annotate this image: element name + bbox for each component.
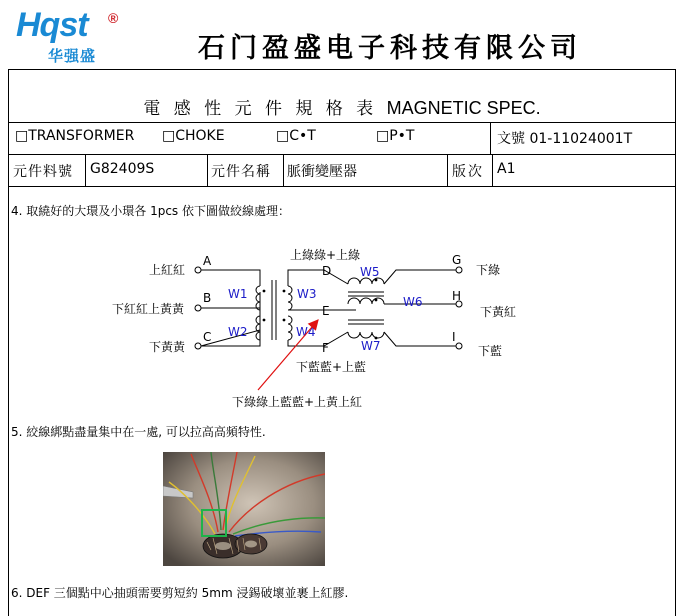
pin-d-label: D xyxy=(322,264,332,278)
label-left-b: 下紅紅上黃黃 xyxy=(112,302,185,316)
pin-e-label: E xyxy=(322,304,330,318)
label-arrow-note: 下綠綠上藍藍+上黃上紅 xyxy=(232,395,363,409)
pin-i-terminal xyxy=(456,343,462,349)
pin-a-terminal xyxy=(195,267,201,273)
label-left-a: 上紅紅 xyxy=(149,263,186,277)
logo-brand: Hqst xyxy=(16,6,88,44)
logo-chinese-name: 华强盛 xyxy=(48,47,97,65)
option-choke xyxy=(162,128,225,144)
coil-w4 xyxy=(288,316,292,340)
step-6-text: 6. DEF 三個點中心抽頭需要剪短約 5mm 浸錫破壞並裹上紅膠. xyxy=(11,586,349,600)
col-divider xyxy=(447,154,448,186)
coil-photo xyxy=(163,452,325,566)
option-label: CHOKE xyxy=(175,128,225,144)
doc-number: 文號 01-11024001T xyxy=(497,131,633,147)
option-label: TRANSFORMER xyxy=(28,128,135,144)
label-top-d: 上綠綠+上綠 xyxy=(290,248,361,262)
checkbox-icon: □ xyxy=(15,128,29,144)
winding-w4-label: W4 xyxy=(296,325,316,339)
pin-i-label: I xyxy=(452,330,456,344)
part-name-label: 元件名稱 xyxy=(211,164,271,180)
pin-h-label: H xyxy=(452,289,462,303)
pin-g-terminal xyxy=(456,267,462,273)
part-no-label: 元件料號 xyxy=(13,164,73,180)
option-ct xyxy=(276,128,316,144)
step-4-text: 4. 取繞好的大環及小環各 1pcs 依下圖做絞線處理： xyxy=(11,204,290,218)
label-bottom-f: 下藍藍+上藍 xyxy=(296,360,367,374)
logo-registered-mark: ® xyxy=(108,10,119,26)
checkbox-icon: □ xyxy=(376,128,390,144)
checkbox-icon: □ xyxy=(276,128,290,144)
part-name-value: 脈衝變壓器 xyxy=(287,164,357,180)
col-divider xyxy=(207,154,208,186)
rev-value: A1 xyxy=(497,161,516,177)
coil-w2 xyxy=(256,316,260,340)
red-arrow xyxy=(258,320,318,390)
option-label: C•T xyxy=(289,128,316,144)
coil-w7 xyxy=(348,332,384,338)
checkbox-icon: □ xyxy=(162,128,176,144)
pin-c-terminal xyxy=(195,343,201,349)
pin-b-label: B xyxy=(203,291,212,305)
winding-w1-label: W1 xyxy=(228,287,248,301)
spec-title xyxy=(0,94,684,119)
option-label: P•T xyxy=(389,128,415,144)
row-divider xyxy=(8,122,676,123)
logo xyxy=(16,6,136,65)
spec-title-english: MAGNETIC SPEC. xyxy=(386,98,541,118)
row-divider xyxy=(8,186,676,187)
coil-w1 xyxy=(256,286,260,310)
option-transformer xyxy=(15,128,134,144)
label-right-h: 下黃紅 xyxy=(480,305,517,319)
rev-label: 版次 xyxy=(452,164,484,180)
label-right-i: 下藍 xyxy=(478,344,503,358)
pin-f-label: F xyxy=(322,341,329,355)
coil-w3 xyxy=(288,286,292,310)
winding-w5-label: W5 xyxy=(360,265,380,279)
pin-b-terminal xyxy=(195,305,201,311)
col-divider xyxy=(490,122,491,154)
winding-diagram xyxy=(100,240,540,420)
col-divider xyxy=(283,154,284,186)
spec-title-chinese: 電 感 性 元 件 規 格 表 xyxy=(143,99,378,119)
winding-w3-label: W3 xyxy=(297,287,317,301)
option-pt xyxy=(376,128,415,144)
label-left-c: 下黃黃 xyxy=(149,340,186,354)
col-divider xyxy=(85,154,86,186)
row-divider xyxy=(8,154,676,155)
pin-c-label: C xyxy=(203,330,212,344)
pin-g-label: G xyxy=(452,253,462,267)
step-5-text: 5. 絞線綁點盡量集中在一處, 可以拉高高頻特性. xyxy=(11,425,266,439)
winding-w2-label: W2 xyxy=(228,325,248,339)
coil-w6 xyxy=(348,298,384,304)
col-divider xyxy=(492,154,493,186)
company-name: 石门盈盛电子科技有限公司 xyxy=(198,33,582,64)
part-no-value: G82409S xyxy=(90,161,155,177)
winding-w6-label: W6 xyxy=(403,295,423,309)
label-right-g: 下綠 xyxy=(476,263,501,277)
winding-w7-label: W7 xyxy=(361,339,381,353)
pin-a-label: A xyxy=(203,254,212,268)
